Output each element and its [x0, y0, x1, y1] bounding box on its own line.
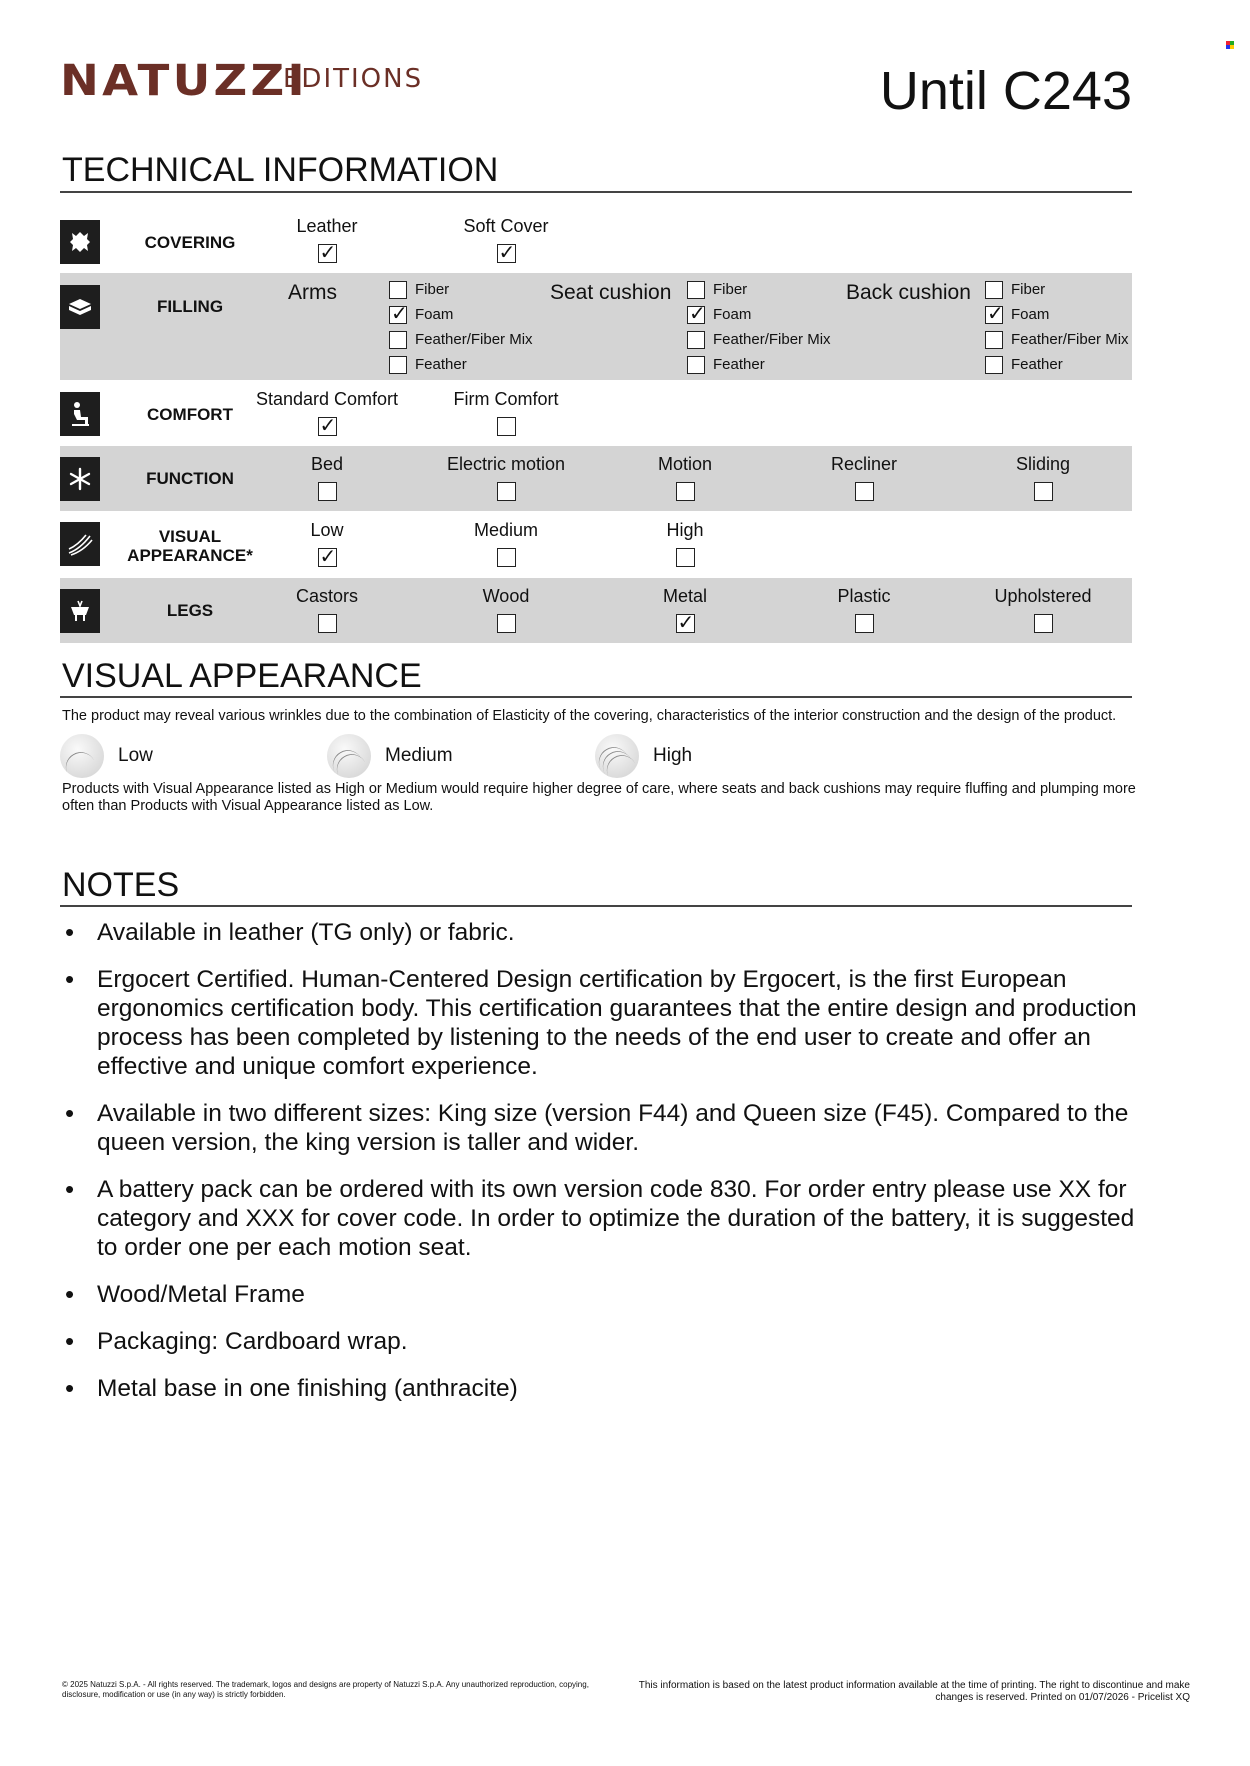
option-leather: [247, 214, 407, 268]
technical-title: TECHNICAL INFORMATION: [62, 151, 499, 189]
option-bed: [247, 452, 407, 506]
option-label: Upholstered: [994, 586, 1092, 606]
metal-checkbox[interactable]: [676, 614, 695, 633]
castors-checkbox[interactable]: [318, 614, 337, 633]
option-label: Standard Comfort: [255, 389, 399, 409]
note-item: • Metal base in one finishing (anthracite): [62, 1374, 1142, 1403]
model-code: Until C243: [879, 61, 1132, 121]
back-feather-fiber-checkbox[interactable]: [985, 331, 1003, 349]
item-label: Feather/Fiber Mix: [713, 331, 831, 348]
low-checkbox[interactable]: [318, 548, 337, 567]
item-label: Foam: [713, 306, 752, 323]
seat-feather-checkbox[interactable]: [687, 356, 705, 374]
divider: [60, 905, 1132, 907]
note-item: • Ergocert Certified. Human-Centered Design certification by Ergocert, is the first European ergonomics certification body. This certification guarantees that the entire design and production process has been completed by listening to the needs of the end user to create and offer an effective and unique comfort experience.: [62, 965, 1142, 1081]
seat-foam: [687, 304, 751, 326]
seat-feather: [687, 354, 765, 376]
option-label: Wood: [482, 586, 530, 606]
seated-person-icon: [60, 392, 100, 436]
option-sliding: [963, 452, 1123, 506]
visual-appearance-description: The product may reveal various wrinkles due to the combination of Elasticity of the covering, characteristics of the interior construction and the design of the product.: [62, 708, 1117, 724]
option-label: Electric motion: [446, 454, 566, 474]
seat-fiber: [687, 279, 747, 301]
option-high: [605, 518, 765, 572]
footer-disclaimer: This information is based on the latest product information available at the time of printing. The right to discontinue and make changes is reserved. Printed on 01/07/2026 - Pricelist XQ: [638, 1680, 1190, 1703]
option-label: High: [666, 520, 704, 540]
option-label: Medium: [473, 520, 539, 540]
standard-comfort-checkbox[interactable]: [318, 417, 337, 436]
hide-icon: [60, 220, 100, 264]
back-feather: [985, 354, 1063, 376]
plastic-checkbox[interactable]: [855, 614, 874, 633]
option-label: Motion: [657, 454, 713, 474]
arms-fiber: [389, 279, 449, 301]
function-row: [60, 446, 1132, 511]
arms-foam-checkbox[interactable]: [389, 306, 407, 324]
sliding-checkbox[interactable]: [1034, 482, 1053, 501]
arms-feather-checkbox[interactable]: [389, 356, 407, 374]
level-label: Medium: [385, 745, 453, 766]
wrinkle-medium-icon: [327, 734, 371, 778]
cushion-icon: [60, 285, 100, 329]
footer-copyright: © 2025 Natuzzi S.p.A. - All rights reserved. The trademark, logos and designs are property of Natuzzi S.p.A. Any unauthorized reproduction, copying, disclosure, modification or use (in any way) is strictly forbidden.: [62, 1680, 589, 1699]
high-checkbox[interactable]: [676, 548, 695, 567]
back-feather-checkbox[interactable]: [985, 356, 1003, 374]
divider: [60, 191, 1132, 193]
option-electric-motion: [426, 452, 586, 506]
brand-sub: EDITIONS: [283, 64, 424, 94]
item-label: Fiber: [713, 281, 748, 298]
seat-feather-fiber: [687, 329, 831, 351]
option-low: [247, 518, 407, 572]
option-metal: [605, 584, 765, 638]
option-label: Low: [310, 520, 344, 540]
back-fiber-checkbox[interactable]: [985, 281, 1003, 299]
level-label: Low: [118, 745, 153, 766]
wrinkle-lines-icon: [60, 522, 100, 566]
notes-title: NOTES: [62, 866, 180, 904]
level-label: High: [653, 745, 693, 766]
seat-cushion-label: Seat cushion: [550, 281, 672, 304]
corner-mark-icon: [1226, 36, 1234, 44]
arms-fiber-checkbox[interactable]: [389, 281, 407, 299]
option-label: Metal: [662, 586, 707, 606]
note-item: • Wood/Metal Frame: [62, 1280, 1142, 1309]
visual-label-line1: VISUAL: [158, 527, 222, 546]
option-firm-comfort: [426, 387, 586, 441]
option-medium: [426, 518, 586, 572]
wood-checkbox[interactable]: [497, 614, 516, 633]
seat-fiber-checkbox[interactable]: [687, 281, 705, 299]
back-cushion-label: Back cushion: [846, 281, 971, 304]
option-plastic: [784, 584, 944, 638]
divider: [60, 696, 1132, 698]
option-castors: [247, 584, 407, 638]
soft-cover-checkbox[interactable]: [497, 244, 516, 263]
option-label: Plastic: [837, 586, 891, 606]
option-label: Castors: [295, 586, 358, 606]
option-standard-comfort: [247, 387, 407, 441]
option-wood: [426, 584, 586, 638]
arms-foam: [389, 304, 453, 326]
function-label: FUNCTION: [146, 469, 234, 488]
option-label: Recliner: [830, 454, 898, 474]
option-soft-cover: [426, 214, 586, 268]
filling-label: FILLING: [156, 297, 224, 316]
recliner-checkbox[interactable]: [855, 482, 874, 501]
visual-label: [112, 527, 268, 565]
note-item: • Available in two different sizes: King size (version F44) and Queen size (F45). Compared to the queen version, the king version is taller and wider.: [62, 1099, 1142, 1157]
wrinkle-low-icon: [60, 734, 104, 778]
item-label: Fiber: [415, 281, 450, 298]
option-label: Firm Comfort: [453, 389, 559, 409]
appearance-level-low: [60, 734, 153, 778]
item-label: Feather/Fiber Mix: [415, 331, 533, 348]
bed-checkbox[interactable]: [318, 482, 337, 501]
legs-label: LEGS: [166, 601, 214, 620]
wrinkle-high-icon: [595, 734, 639, 778]
notes-list: [62, 918, 1142, 1421]
item-label: Feather: [713, 356, 765, 373]
function-star-icon: [60, 457, 100, 501]
comfort-row: [60, 387, 1132, 445]
visual-appearance-row: [60, 512, 1132, 577]
upholstered-checkbox[interactable]: [1034, 614, 1053, 633]
legs-row: [60, 578, 1132, 643]
option-label: Soft Cover: [463, 216, 549, 236]
option-upholstered: [963, 584, 1123, 638]
visual-appearance-note: Products with Visual Appearance listed as High or Medium would require higher degree of care, where seats and back cushions may require fluffing and plumping more often than Products with Visual Appearance listed as Low.: [62, 781, 1136, 814]
covering-row: [60, 214, 1132, 272]
arms-label: Arms: [288, 281, 337, 304]
option-label: Bed: [310, 454, 344, 474]
option-motion: [605, 452, 765, 506]
option-label: Sliding: [1015, 454, 1071, 474]
appearance-level-high: [595, 734, 692, 778]
item-label: Foam: [415, 306, 454, 323]
back-foam-checkbox[interactable]: [985, 306, 1003, 324]
back-foam: [985, 304, 1049, 326]
filling-row: [60, 273, 1132, 380]
covering-label: COVERING: [144, 233, 236, 252]
arms-feather-fiber-checkbox[interactable]: [389, 331, 407, 349]
visual-appearance-title: VISUAL APPEARANCE: [62, 657, 422, 695]
seat-feather-fiber-checkbox[interactable]: [687, 331, 705, 349]
appearance-level-medium: [327, 734, 453, 778]
note-item: • A battery pack can be ordered with its own version code 830. For order entry please use XX for category and XXX for cover code. In order to optimize the duration of the battery, it is suggested to order one per each motion seat.: [62, 1175, 1142, 1262]
comfort-label: COMFORT: [147, 405, 233, 424]
item-label: Feather/Fiber Mix: [1011, 331, 1129, 348]
leg-base-icon: [60, 589, 100, 633]
back-fiber: [985, 279, 1045, 301]
medium-checkbox[interactable]: [497, 548, 516, 567]
visual-label-line2: APPEARANCE*: [127, 546, 253, 565]
item-label: Foam: [1011, 306, 1050, 323]
motion-checkbox[interactable]: [676, 482, 695, 501]
note-item: • Available in leather (TG only) or fabric.: [62, 918, 1142, 947]
option-label: Leather: [296, 216, 358, 236]
note-item: • Packaging: Cardboard wrap.: [62, 1327, 1142, 1356]
electric-motion-checkbox[interactable]: [497, 482, 516, 501]
item-label: Fiber: [1011, 281, 1046, 298]
firm-comfort-checkbox[interactable]: [497, 417, 516, 436]
option-recliner: [784, 452, 944, 506]
arms-feather-fiber: [389, 329, 533, 351]
seat-foam-checkbox[interactable]: [687, 306, 705, 324]
back-feather-fiber: [985, 329, 1129, 351]
brand-logo: NATUZZI: [60, 56, 308, 106]
item-label: Feather: [1011, 356, 1063, 373]
item-label: Feather: [415, 356, 467, 373]
leather-checkbox[interactable]: [318, 244, 337, 263]
arms-feather: [389, 354, 467, 376]
